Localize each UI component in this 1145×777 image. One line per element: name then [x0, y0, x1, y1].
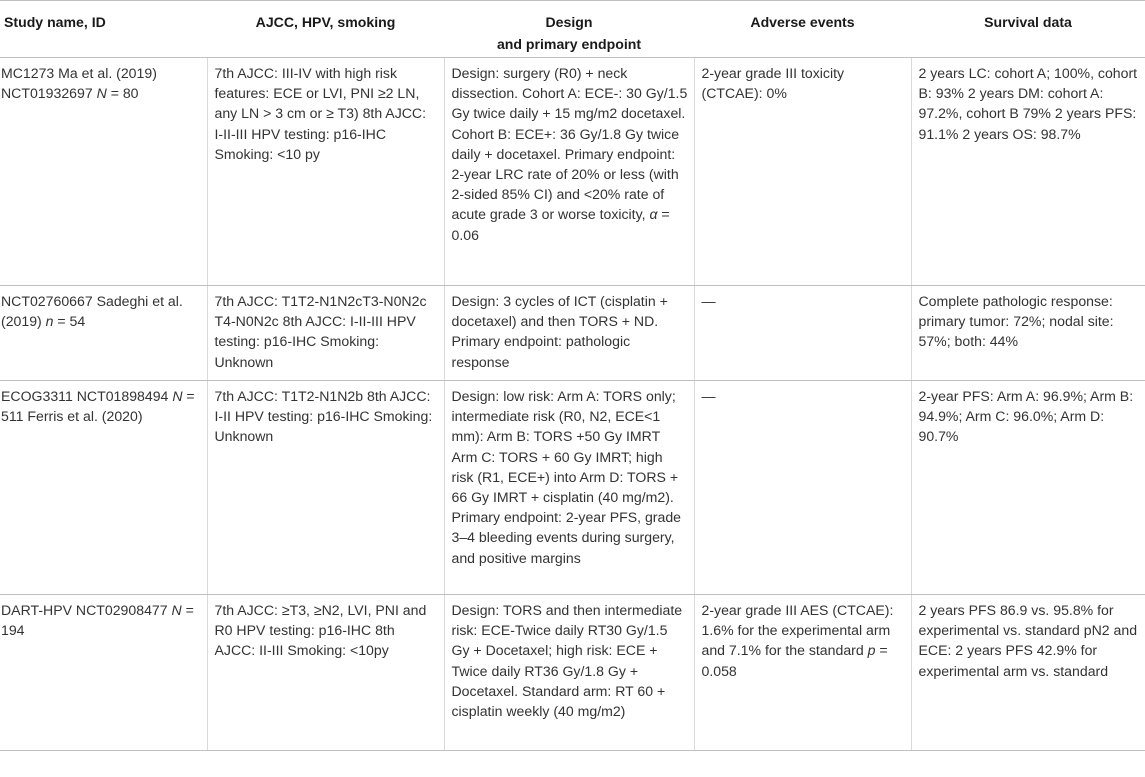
- table-body: [0, 58, 1145, 751]
- cell-survival: 2 years LC: cohort A; 100%, cohort B: 93% 2 years DM: cohort A: 97.2%, cohort B 79% 2 years PFS: 91.1% 2 years OS: 98.7%: [911, 58, 1145, 286]
- cell-adverse: —: [694, 286, 911, 381]
- cell-ajcc: 7th AJCC: T1T2-N1N2cT3-N0N2c T4-N0N2c 8th AJCC: I-II-III HPV testing: p16-IHC Smoking: Unknown: [207, 286, 444, 381]
- cell-design: Design: low risk: Arm A: TORS only; intermediate risk (R0, N2, ECE<1 mm): Arm B: TORS +50 Gy IMRT Arm C: TORS + 60 Gy IMRT; high risk (R1, ECE+) into Arm D: TORS + 66 Gy IMRT + cisplatin (40 mg/m2). Primary endpoint: 2-year PFS, grade 3–4 bleeding events during surgery, and positive margins: [444, 381, 694, 595]
- cell-survival: Complete pathologic response: primary tumor: 72%; nodal site: 57%; both: 44%: [911, 286, 1145, 381]
- header-design: [444, 1, 694, 58]
- header-row: [0, 1, 1145, 58]
- cell-survival: 2-year PFS: Arm A: 96.9%; Arm B: 94.9%; Arm C: 96.0%; Arm D: 90.7%: [911, 381, 1145, 595]
- cell-adverse: —: [694, 381, 911, 595]
- cell-adverse: 2-year grade III toxicity (CTCAE): 0%: [694, 58, 911, 286]
- cell-ajcc: 7th AJCC: T1T2-N1N2b 8th AJCC: I-II HPV testing: p16-IHC Smoking: Unknown: [207, 381, 444, 595]
- cell-design: Design: TORS and then intermediate risk: ECE-Twice daily RT30 Gy/1.5 Gy + Docetaxel; high risk: ECE + Twice daily RT36 Gy/1.8 Gy + Docetaxel. Standard arm: RT 60 + cisplatin weekly (40 mg/m2): [444, 595, 694, 751]
- cell-survival: 2 years PFS 86.9 vs. 95.8% for experimental vs. standard pN2 and ECE: 2 years PFS 42.9% for experimental arm vs. standard: [911, 595, 1145, 751]
- table-row: [0, 595, 1145, 751]
- cell-study: MC1273 Ma et al. (2019) NCT01932697 N = 80: [0, 58, 207, 286]
- cell-design: Design: surgery (R0) + neck dissection. Cohort A: ECE-: 30 Gy/1.5 Gy twice daily + 15 mg/m2 docetaxel. Cohort B: ECE+: 36 Gy/1.8 Gy twice daily + docetaxel. Primary endpoint: 2-year LRC rate of 20% or less (with 2-sided 85% CI) and <20% rate of acute grade 3 or worse toxicity, α = 0.06: [444, 58, 694, 286]
- table-row: [0, 286, 1145, 381]
- cell-ajcc: 7th AJCC: ≥T3, ≥N2, LVI, PNI and R0 HPV testing: p16-IHC 8th AJCC: II-III Smoking: <10py: [207, 595, 444, 751]
- header-study: Study name, ID: [0, 1, 207, 58]
- header-design-line1: Design: [545, 14, 593, 30]
- cell-adverse: 2-year grade III AES (CTCAE): 1.6% for the experimental arm and 7.1% for the standard p = 0.058: [694, 595, 911, 751]
- header-ajcc: AJCC, HPV, smoking: [207, 1, 444, 58]
- table-row: [0, 58, 1145, 286]
- table-row: [0, 381, 1145, 595]
- cell-study: NCT02760667 Sadeghi et al. (2019) n = 54: [0, 286, 207, 381]
- table-header: [0, 1, 1145, 58]
- cell-study: DART-HPV NCT02908477 N = 194: [0, 595, 207, 751]
- cell-study: ECOG3311 NCT01898494 N = 511 Ferris et al. (2020): [0, 381, 207, 595]
- cell-design: Design: 3 cycles of ICT (cisplatin + docetaxel) and then TORS + ND. Primary endpoint: pathologic response: [444, 286, 694, 381]
- header-adverse: Adverse events: [694, 1, 911, 58]
- cell-ajcc: 7th AJCC: III-IV with high risk features: ECE or LVI, PNI ≥2 LN, any LN > 3 cm or ≥ T3) 8th AJCC: I-II-III HPV testing: p16-IHC Smoking: <10 py: [207, 58, 444, 286]
- header-survival: Survival data: [911, 1, 1145, 58]
- header-design-line2: and primary endpoint: [496, 36, 642, 52]
